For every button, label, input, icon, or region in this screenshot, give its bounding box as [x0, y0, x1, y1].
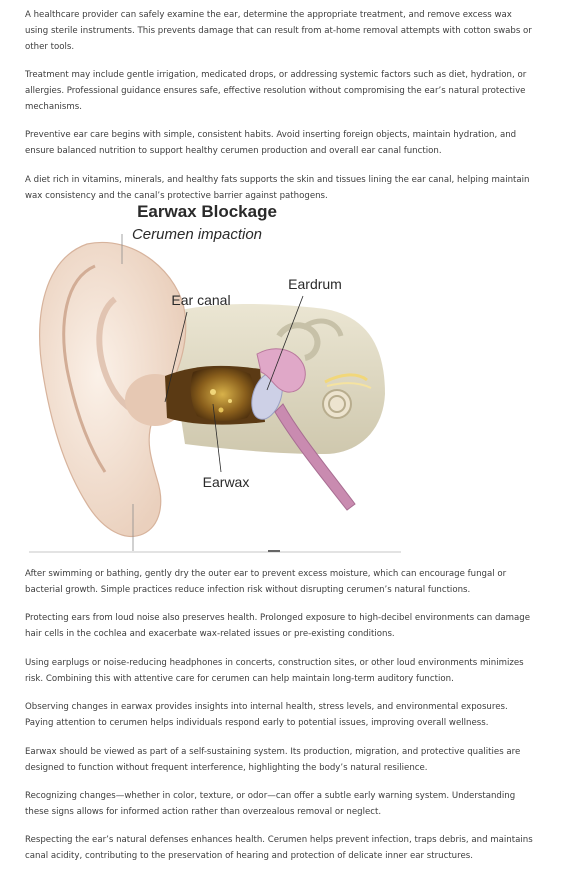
label-eardrum: Eardrum: [288, 276, 342, 292]
paragraph-loud-noise: Protecting ears from loud noise also preserves health. Prolonged exposure to high-decibel environments can damage hair cells in the cochlea and exacerbate wax-related issues or pre-existing conditions.: [25, 613, 531, 639]
figure-title: Earwax Blockage: [137, 204, 277, 221]
wax-highlight: [228, 399, 232, 403]
figure-bottom-rule: [29, 551, 401, 553]
paragraph-diet: A diet rich in vitamins, minerals, and healthy fats supports the skin and tissues lining the ear canal, helping maintain wax consistency and the canal’s protective barrier against pathogens.: [25, 175, 530, 201]
paragraph-drying: After swimming or bathing, gently dry the outer ear to prevent excess moisture, which can encourage fungal or bacterial growth. Simple practices reduce infection risk without disrupting cerumen’s natural functions.: [25, 569, 507, 595]
paragraph-respecting: Respecting the ear’s natural defenses enhances health. Cerumen helps prevent infection, traps debris, and maintains canal acidity, contributing to the preservation of hearing and protection of delicate inner ear structures.: [25, 835, 533, 861]
paragraph-recognizing: Recognizing changes—whether in color, texture, or odor—can offer a subtle early warning system. Understanding these signs allows for informed action rather than overzealous removal or neglect.: [25, 791, 516, 817]
cochlea: [323, 390, 351, 418]
paragraph-treatment: Treatment may include gentle irrigation, medicated drops, or addressing systemic factors such as diet, hydration, or allergies. Professional guidance ensures safe, effective resolution without compromising the ear’s natural protective mechanisms.: [25, 70, 527, 112]
earwax-blob: [191, 368, 255, 421]
label-ear-canal: Ear canal: [171, 292, 231, 308]
wax-highlight: [219, 408, 224, 413]
paragraph-observing: Observing changes in earwax provides insights into internal health, stress levels, and environmental exposures. Paying attention to cerumen helps individuals respond early to potential issues, improving overall wellness.: [25, 702, 508, 728]
figure-subtitle: Cerumen impaction: [131, 226, 263, 243]
paragraph-healthcare-provider: A healthcare provider can safely examine the ear, determine the appropriate treatment, and remove excess wax using sterile instruments. This prevents damage that can result from at-home removal attempts with cotton swabs or other tools.: [25, 10, 532, 52]
label-earwax: Earwax: [202, 474, 250, 490]
wax-highlight: [210, 389, 216, 395]
paragraph-system: Earwax should be viewed as part of a self-sustaining system. Its production, migration, and protective qualities are designed to function without frequent interference, highlighting the body’s natural resilience.: [25, 747, 521, 773]
figure-bottom-mark: [268, 550, 280, 552]
paragraph-earplugs: Using earplugs or noise-reducing headphones in concerts, construction sites, or other loud environments minimizes risk. Combining this with attentive care for cerumen can help maintain long-term auditory function.: [25, 658, 524, 684]
paragraph-preventive-care: Preventive ear care begins with simple, consistent habits. Avoid inserting foreign objects, maintain hydration, and ensure balanced nutrition to support healthy cerumen production and overall ear canal function.: [25, 130, 517, 156]
earwax-illustration: [25, 204, 405, 556]
